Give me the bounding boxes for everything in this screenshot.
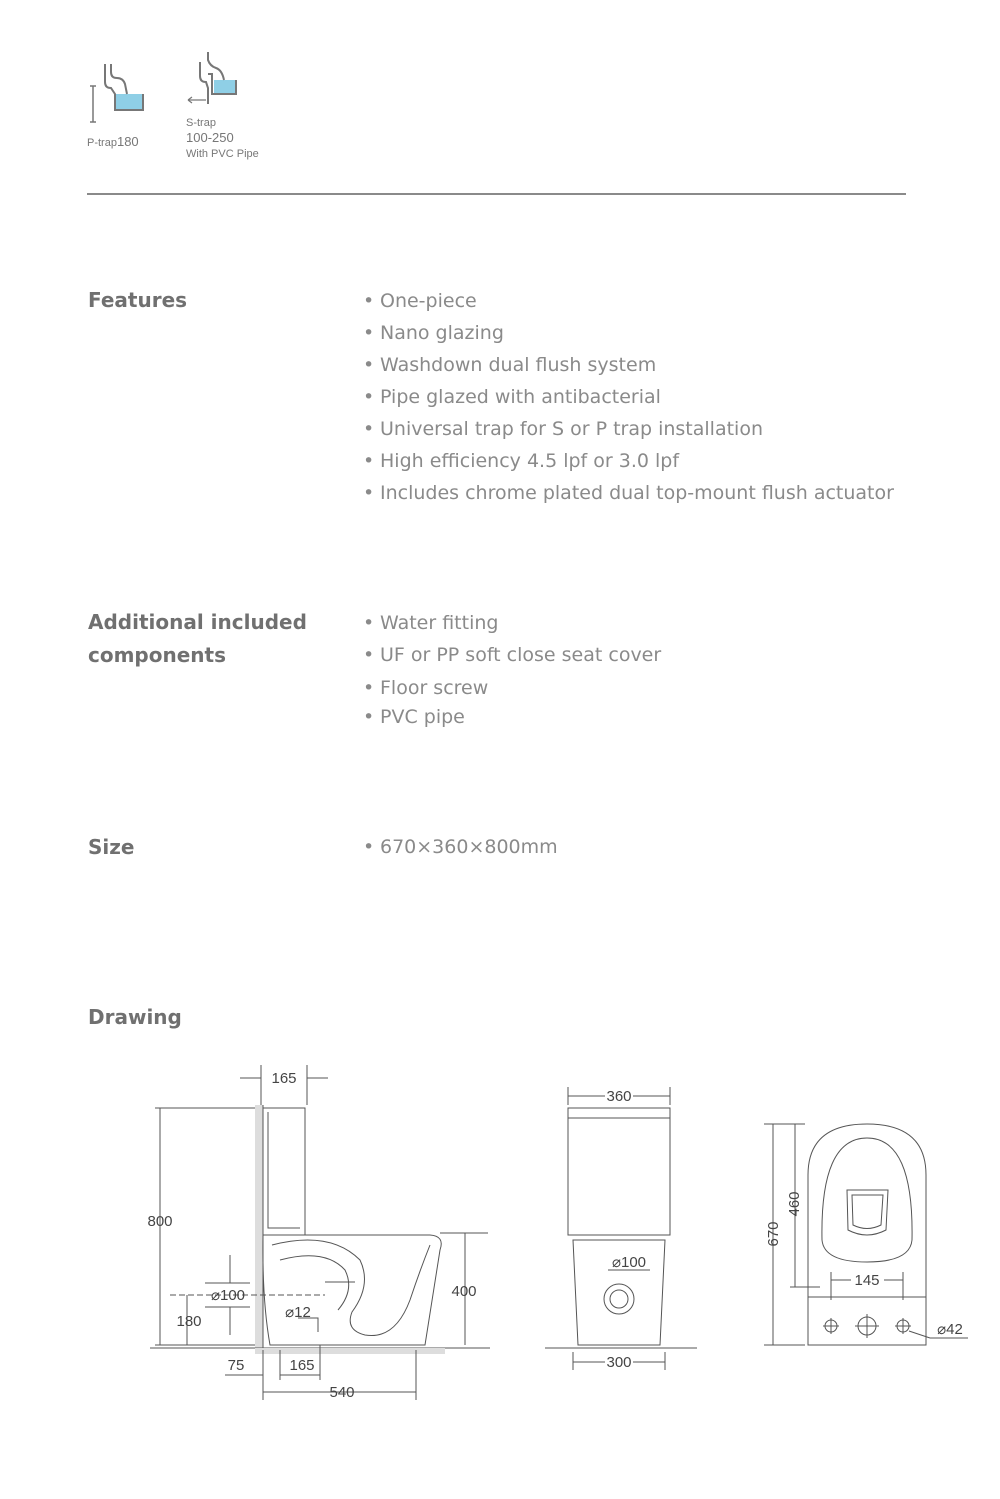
list-item: • Pipe glazed with antibacterial [363,381,894,413]
components-heading-line1: Additional included [88,610,307,634]
dim-height: 800 [147,1213,173,1230]
dim-offset-165: 165 [289,1357,315,1374]
features-heading: Features [88,288,188,312]
dim-tank-depth: 165 [271,1070,297,1087]
dim-width-top: 360 [606,1088,632,1105]
list-item: • Floor screw [363,671,661,701]
dim-bolt-spacing: 145 [854,1272,880,1289]
p-trap-label: P-trap [87,137,117,149]
s-trap-label: S-trap [186,117,216,129]
dim-bowl-length: 460 [786,1191,803,1217]
components-heading-line2: components [88,643,226,667]
dim-front-outlet-dia: ⌀100 [611,1254,647,1271]
dim-trap-height: 180 [176,1313,202,1330]
dim-inlet-dia: ⌀12 [285,1304,311,1321]
drawing-heading: Drawing [88,1005,182,1029]
list-item: • UF or PP soft close seat cover [363,639,661,671]
list-item: • Universal trap for S or P trap installation [363,413,894,445]
p-trap-value: 180 [116,134,139,149]
s-trap-note: With PVC Pipe [186,148,259,161]
dim-length: 540 [329,1384,355,1401]
list-item: • Nano glazing [363,317,894,349]
dim-seat-height: 400 [451,1283,477,1300]
list-item: • PVC pipe [363,701,661,733]
dim-total-length: 670 [765,1221,782,1247]
list-item: • High efficiency 4.5 lpf or 3.0 lpf [363,445,894,477]
dim-offset-75: 75 [227,1357,245,1374]
s-trap-range: 100-250 [186,130,234,146]
list-item: • 670×360×800mm [363,831,558,863]
list-item: • Water fitting [363,607,661,639]
dim-hole-dia: ⌀42 [937,1321,963,1338]
list-item: • Washdown dual flush system [363,349,894,381]
dim-width-bottom: 300 [606,1354,632,1371]
list-item: • One-piece [363,285,894,317]
list-item: • Includes chrome plated dual top-mount flush actuator [363,477,894,509]
dim-outlet-dia: ⌀100 [210,1287,246,1304]
size-heading: Size [88,835,135,859]
